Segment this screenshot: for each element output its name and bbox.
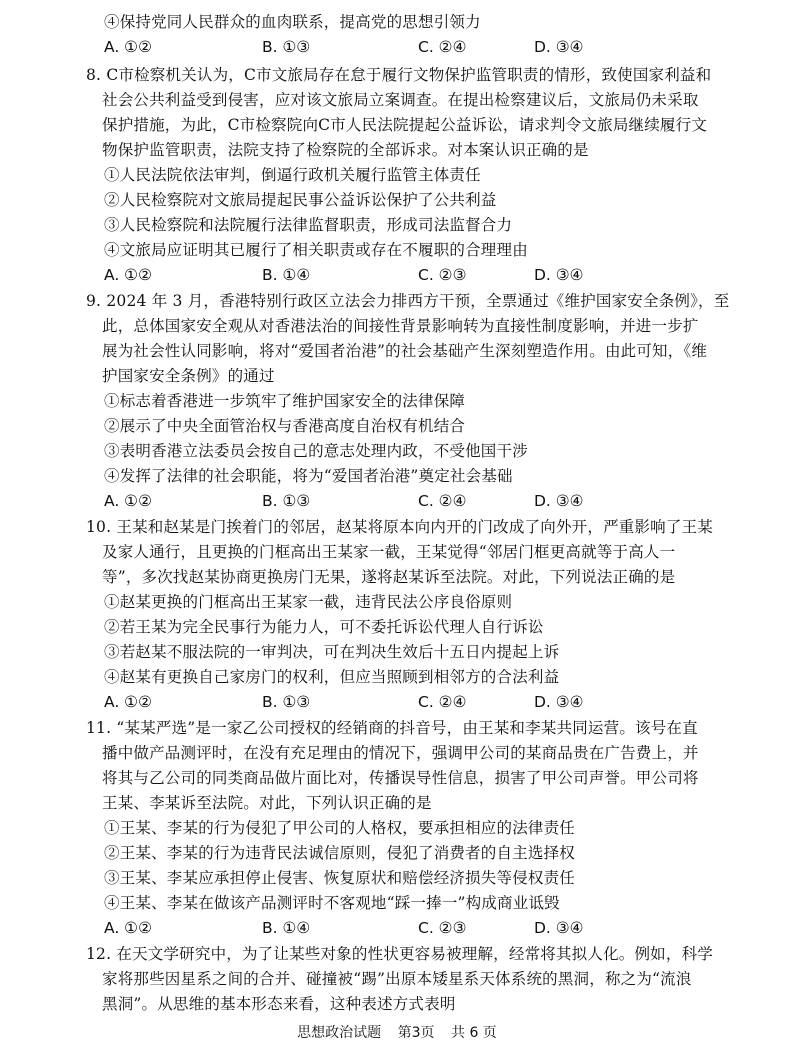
q9-line-1: 9. 2024 年 3 月，香港特别行政区立法会力排西方干预，全票通过《维护国家安全条例》，至 — [86, 292, 730, 310]
q11-statement-3: ③王某、李某应承担停止侵害、恢复原状和赔偿经济损失等侵权责任 — [104, 869, 576, 887]
q10-line-3: 等”，多次找赵某协商更换房门无果，遂将赵某诉至法院。对此，下列说法正确的是 — [102, 568, 676, 586]
q11-option-c: C. ②③ — [418, 919, 467, 937]
q10-option-b: B. ①③ — [262, 693, 311, 711]
q11-statement-2: ②王某、李某的行为违背民法诚信原则，侵犯了消费者的自主选择权 — [104, 844, 576, 862]
q11-line-4: 王某、李某诉至法院。对此，下列认识正确的是 — [102, 794, 432, 812]
q8-statement-1: ①人民法院依法审判，倒逼行政机关履行监管主体责任 — [104, 166, 481, 184]
q9-statement-2: ②展示了中央全面管治权与香港高度自治权有机结合 — [104, 417, 466, 435]
q10-options — [104, 690, 744, 714]
q7-option-c: C. ②④ — [418, 38, 467, 56]
q8-options — [104, 263, 744, 287]
q7-option-a: A. ①② — [104, 38, 152, 56]
q7-options — [104, 35, 744, 59]
q9-options — [104, 489, 744, 513]
q9-line-4: 护国家安全条例》的通过 — [102, 367, 275, 385]
q10-statement-1: ①赵某更换的门框高出王某家一截，违背民法公序良俗原则 — [104, 593, 513, 611]
q11-option-d: D. ③④ — [534, 919, 584, 937]
q8-statement-3: ③人民检察院和法院履行法律监督职责，形成司法监督合力 — [104, 216, 513, 234]
q9-statement-1: ①标志着香港进一步筑牢了维护国家安全的法律保障 — [104, 392, 466, 410]
q11-statement-4: ④王某、李某在做该产品测评时不客观地“踩一捧一”构成商业诋毁 — [104, 894, 560, 912]
q10-option-c: C. ②④ — [418, 693, 467, 711]
q11-line-3: 将其与乙公司的同类商品做片面比对，传播误导性信息，损害了甲公司声誉。甲公司将 — [102, 769, 699, 787]
footer-total-pages: 共 6 页 — [451, 1025, 497, 1041]
q9-option-a: A. ①② — [104, 492, 152, 510]
footer-subject: 思想政治试题 — [297, 1025, 382, 1041]
q10-line-1: 10. 王某和赵某是门挨着门的邻居，赵某将原本向内开的门改成了向外开，严重影响了王某 — [86, 518, 713, 536]
q11-statement-1: ①王某、李某的行为侵犯了甲公司的人格权，要承担相应的法律责任 — [104, 819, 576, 837]
q8-line-4: 物保护监管职责，法院支持了检察院的全部诉求。对本案认识正确的是 — [102, 141, 589, 159]
q8-option-d: D. ③④ — [534, 266, 584, 284]
q10-line-2: 及家人通行，且更换的门框高出王某家一截，王某觉得“邻居门框更高就等于高人一 — [102, 543, 676, 561]
q12-line-3: 黑洞”。从思维的基本形态来看，这种表述方式表明 — [102, 995, 456, 1013]
q8-line-3: 保护措施，为此，C市检察院向C市人民法院提起公益诉讼，请求判令文旅局继续履行文 — [102, 116, 708, 134]
q8-line-2: 社会公共利益受到侵害，应对该文旅局立案调查。在提出检察建议后，文旅局仍未采取 — [102, 91, 699, 109]
q9-statement-3: ③表明香港立法委员会按自己的意志处理内政，不受他国干涉 — [104, 442, 528, 460]
q8-option-b: B. ①④ — [262, 266, 311, 284]
q10-statement-4: ④赵某有更换自己家房门的权利，但应当照顾到相邻方的合法利益 — [104, 668, 560, 686]
footer-page-number: 第3页 — [397, 1025, 435, 1041]
q8-statement-4: ④文旅局应证明其已履行了相关职责或存在不履职的合理理由 — [104, 241, 528, 259]
q8-option-c: C. ②③ — [418, 266, 467, 284]
q11-option-a: A. ①② — [104, 919, 152, 937]
q9-statement-4: ④发挥了法律的社会职能，将为“爱国者治港”奠定社会基础 — [104, 467, 513, 485]
q11-line-1: 11. “某某严选”是一家乙公司授权的经销商的抖音号，由王某和李某共同运营。该号在直 — [86, 719, 698, 737]
q9-option-c: C. ②④ — [418, 492, 467, 510]
q11-line-2: 播中做产品测评时，在没有充足理由的情况下，强调甲公司的某商品贵在广告费上，并 — [102, 744, 699, 762]
q11-options — [104, 916, 744, 940]
q10-option-a: A. ①② — [104, 693, 152, 711]
q12-line-1: 12. 在天文学研究中，为了让某些对象的性状更容易被理解，经常将其拟人化。例如，科学 — [86, 945, 713, 963]
q9-line-3: 展为社会性认同影响，将对“爱国者治港”的社会基础产生深刻塑造作用。由此可知，《维 — [102, 342, 708, 360]
page-footer — [0, 1022, 794, 1042]
q8-line-1: 8. C市检察机关认为，C市文旅局存在怠于履行文物保护监管职责的情形，致使国家利益和 — [86, 66, 712, 84]
q10-statement-2: ②若王某为完全民事行为能力人，可不委托诉讼代理人自行诉讼 — [104, 618, 544, 636]
q11-option-b: B. ①④ — [262, 919, 311, 937]
q9-option-d: D. ③④ — [534, 492, 584, 510]
q10-option-d: D. ③④ — [534, 693, 584, 711]
q7-statement-4: ④保持党同人民群众的血肉联系，提高党的思想引领力 — [104, 13, 481, 31]
q7-option-b: B. ①③ — [262, 38, 311, 56]
q9-line-2: 此，总体国家安全观从对香港法治的间接性背景影响转为直接性制度影响，并进一步扩 — [102, 317, 699, 335]
q8-option-a: A. ①② — [104, 266, 152, 284]
q8-statement-2: ②人民检察院对文旅局提起民事公益诉讼保护了公共利益 — [104, 191, 497, 209]
q9-option-b: B. ①③ — [262, 492, 311, 510]
q10-statement-3: ③若赵某不服法院的一审判决，可在判决生效后十五日内提起上诉 — [104, 643, 560, 661]
q7-option-d: D. ③④ — [534, 38, 584, 56]
q12-line-2: 家将那些因星系之间的合并、碰撞被“踢”出原本矮星系天体系统的黑洞，称之为“流浪 — [102, 970, 692, 988]
